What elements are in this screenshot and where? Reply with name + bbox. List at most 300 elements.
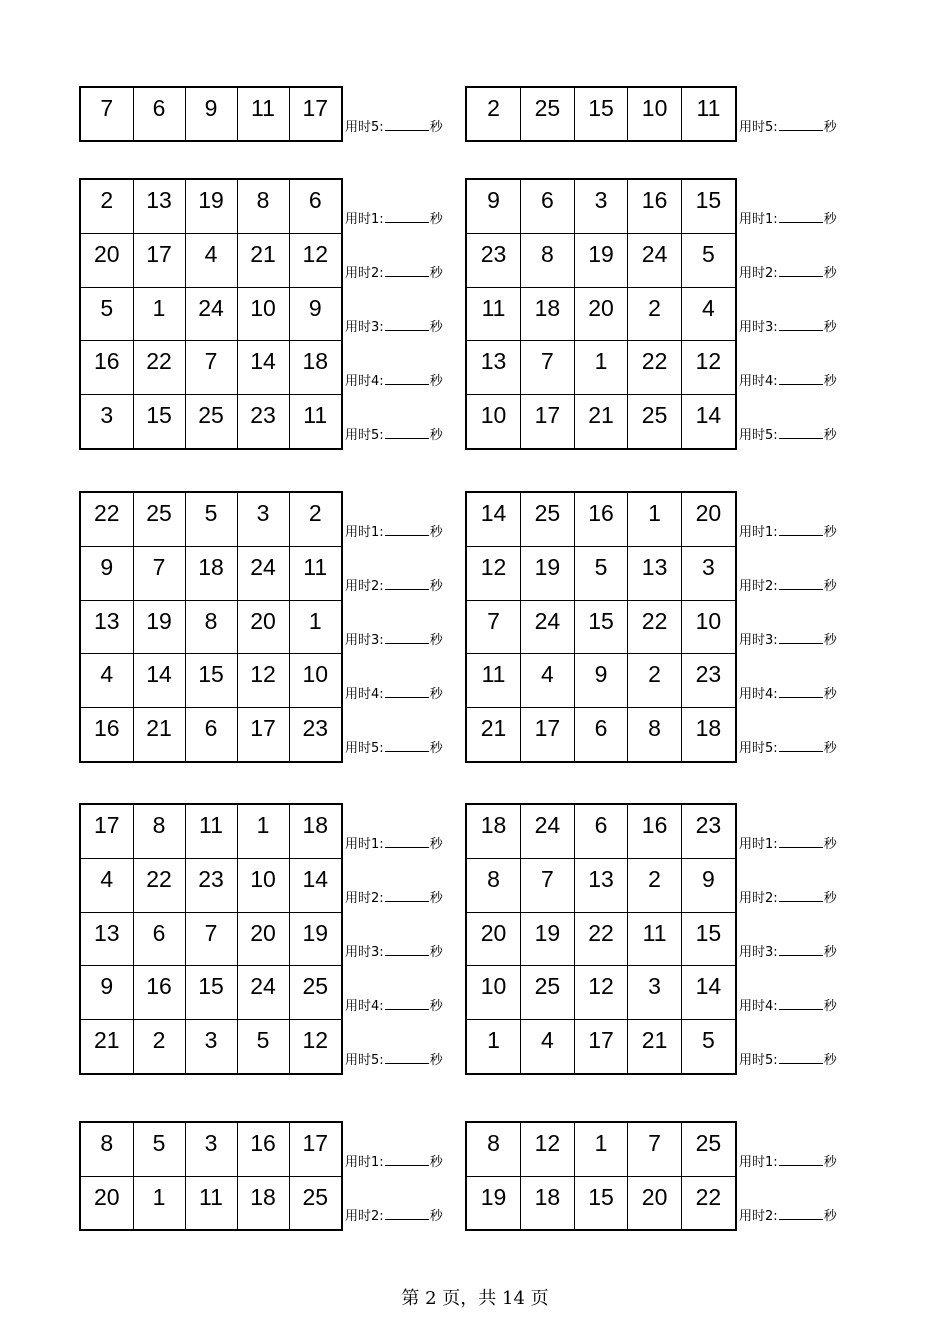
- grid-cell: 20: [237, 912, 289, 966]
- grid-cell: 16: [628, 180, 682, 233]
- seconds-unit: 秒: [429, 945, 443, 960]
- time-label: 用时: [739, 945, 766, 960]
- grid-cell: 4: [185, 233, 237, 287]
- time-separator: :: [379, 212, 384, 227]
- time-separator: :: [379, 120, 384, 135]
- grid-cell: 19: [521, 912, 575, 966]
- grid-cell: 24: [521, 600, 575, 654]
- time-record-field: [345, 631, 443, 649]
- grid-cell: 21: [237, 233, 289, 287]
- grid-cell: 9: [289, 287, 341, 341]
- seconds-unit: 秒: [429, 212, 443, 227]
- grid-cell: 12: [289, 233, 341, 287]
- time-record-field: [345, 577, 443, 595]
- grid-row: [467, 88, 735, 140]
- grid-row: [467, 1123, 735, 1176]
- time-record-field: [345, 1051, 443, 1069]
- grid-cell: 9: [81, 546, 133, 600]
- round-number: 3: [371, 633, 380, 648]
- grid-cell: 17: [521, 708, 575, 761]
- grid-cell: 21: [81, 1020, 133, 1073]
- seconds-unit: 秒: [823, 525, 837, 540]
- time-record-field: [345, 997, 443, 1015]
- grid-cell: 6: [574, 805, 628, 858]
- grid-cell: 10: [681, 600, 735, 654]
- grid-cell: 7: [185, 341, 237, 395]
- grid-cell: 7: [467, 600, 521, 654]
- grid-cell: 16: [81, 341, 133, 395]
- time-blank-line: [385, 426, 429, 439]
- time-separator: :: [379, 741, 384, 756]
- time-separator: :: [379, 579, 384, 594]
- grid-cell: 15: [133, 395, 185, 448]
- time-record-field: [739, 889, 837, 907]
- time-separator: :: [379, 999, 384, 1014]
- time-record-field: [739, 685, 837, 703]
- time-blank-line: [779, 685, 823, 698]
- grid-row: [467, 858, 735, 912]
- round-number: 4: [371, 687, 380, 702]
- grid-cell: 18: [521, 287, 575, 341]
- number-grid: [79, 178, 343, 450]
- time-record-field: [739, 997, 837, 1015]
- grid-cell: 23: [681, 805, 735, 858]
- time-label: 用时: [739, 837, 766, 852]
- time-label: 用时: [345, 999, 372, 1014]
- grid-cell: 16: [628, 805, 682, 858]
- seconds-unit: 秒: [823, 741, 837, 756]
- grid-cell: 8: [467, 1123, 521, 1176]
- grid-row: [467, 600, 735, 654]
- grid-row: [81, 912, 341, 966]
- grid-cell: 7: [81, 88, 133, 140]
- time-separator: :: [379, 1209, 384, 1224]
- time-record-field: [739, 1207, 837, 1225]
- time-separator: :: [773, 525, 778, 540]
- time-separator: :: [773, 633, 778, 648]
- time-blank-line: [779, 372, 823, 385]
- grid-cell: 6: [133, 912, 185, 966]
- time-blank-line: [385, 1207, 429, 1220]
- grid-cell: 24: [237, 546, 289, 600]
- time-blank-line: [385, 372, 429, 385]
- grid-cell: 25: [628, 395, 682, 448]
- grid-cell: 2: [81, 180, 133, 233]
- grid-cell: 8: [185, 600, 237, 654]
- time-record-field: [345, 264, 443, 282]
- grid-cell: 12: [237, 654, 289, 708]
- seconds-unit: 秒: [429, 374, 443, 389]
- grid-cell: 16: [237, 1123, 289, 1176]
- number-grid: [465, 86, 737, 142]
- seconds-unit: 秒: [429, 266, 443, 281]
- time-record-field: [739, 577, 837, 595]
- time-blank-line: [779, 1153, 823, 1166]
- grid-row: [81, 88, 341, 140]
- grid-row: [467, 966, 735, 1020]
- grid-cell: 4: [521, 1020, 575, 1073]
- grid-row: [467, 1020, 735, 1073]
- round-number: 3: [765, 945, 774, 960]
- grid-cell: 5: [237, 1020, 289, 1073]
- grid-row: [467, 233, 735, 287]
- seconds-unit: 秒: [429, 687, 443, 702]
- round-number: 5: [371, 428, 380, 443]
- grid-cell: 23: [681, 654, 735, 708]
- time-record-field: [345, 118, 443, 136]
- grid-cell: 11: [467, 654, 521, 708]
- grid-cell: 21: [574, 395, 628, 448]
- grid-cell: 12: [521, 1123, 575, 1176]
- grid-cell: 16: [574, 493, 628, 546]
- grid-cell: 17: [574, 1020, 628, 1073]
- time-separator: :: [773, 120, 778, 135]
- time-label: 用时: [739, 579, 766, 594]
- grid-cell: 11: [237, 88, 289, 140]
- round-number: 5: [765, 120, 774, 135]
- grid-cell: 1: [133, 1176, 185, 1229]
- grid-cell: 7: [185, 912, 237, 966]
- round-number: 1: [371, 212, 380, 227]
- seconds-unit: 秒: [823, 120, 837, 135]
- time-record-field: [739, 210, 837, 228]
- grid-cell: 9: [185, 88, 237, 140]
- time-label: 用时: [345, 579, 372, 594]
- grid-cell: 20: [467, 912, 521, 966]
- grid-row: [81, 233, 341, 287]
- grid-cell: 2: [628, 858, 682, 912]
- seconds-unit: 秒: [823, 837, 837, 852]
- time-blank-line: [779, 943, 823, 956]
- grid-cell: 22: [681, 1176, 735, 1229]
- grid-cell: 22: [133, 341, 185, 395]
- round-number: 3: [371, 945, 380, 960]
- grid-cell: 10: [237, 287, 289, 341]
- seconds-unit: 秒: [823, 266, 837, 281]
- seconds-unit: 秒: [823, 891, 837, 906]
- number-grid: [79, 1121, 343, 1231]
- grid-cell: 12: [467, 546, 521, 600]
- grid-cell: 14: [133, 654, 185, 708]
- round-number: 2: [371, 579, 380, 594]
- time-blank-line: [779, 631, 823, 644]
- time-record-field: [345, 426, 443, 444]
- grid-cell: 1: [133, 287, 185, 341]
- grid-cell: 23: [237, 395, 289, 448]
- grid-cell: 13: [628, 546, 682, 600]
- time-blank-line: [779, 577, 823, 590]
- time-record-field: [345, 685, 443, 703]
- time-separator: :: [379, 428, 384, 443]
- grid-cell: 9: [681, 858, 735, 912]
- grid-cell: 18: [681, 708, 735, 761]
- time-separator: :: [773, 579, 778, 594]
- time-separator: :: [773, 212, 778, 227]
- seconds-unit: 秒: [823, 1053, 837, 1068]
- time-label: 用时: [345, 374, 372, 389]
- grid-cell: 17: [237, 708, 289, 761]
- time-separator: :: [379, 1053, 384, 1068]
- seconds-unit: 秒: [429, 1155, 443, 1170]
- page-footer: 第 2 页，共 14 页: [401, 1288, 549, 1309]
- round-number: 5: [765, 741, 774, 756]
- grid-cell: 13: [574, 858, 628, 912]
- grid-cell: 14: [289, 858, 341, 912]
- seconds-unit: 秒: [429, 428, 443, 443]
- round-number: 3: [371, 320, 380, 335]
- grid-cell: 15: [574, 1176, 628, 1229]
- grid-cell: 15: [681, 180, 735, 233]
- seconds-unit: 秒: [823, 212, 837, 227]
- time-blank-line: [385, 835, 429, 848]
- time-separator: :: [773, 891, 778, 906]
- time-separator: :: [379, 945, 384, 960]
- time-label: 用时: [739, 212, 766, 227]
- round-number: 4: [765, 687, 774, 702]
- time-record-field: [739, 739, 837, 757]
- time-separator: :: [773, 428, 778, 443]
- grid-cell: 25: [133, 493, 185, 546]
- time-label: 用时: [345, 320, 372, 335]
- number-grid: [465, 1121, 737, 1231]
- grid-row: [467, 805, 735, 858]
- grid-cell: 11: [185, 1176, 237, 1229]
- round-number: 2: [371, 266, 380, 281]
- time-separator: :: [379, 891, 384, 906]
- time-blank-line: [779, 118, 823, 131]
- time-record-field: [739, 835, 837, 853]
- grid-cell: 7: [521, 341, 575, 395]
- time-separator: :: [773, 1209, 778, 1224]
- seconds-unit: 秒: [823, 1155, 837, 1170]
- time-record-field: [739, 372, 837, 390]
- grid-cell: 22: [574, 912, 628, 966]
- grid-row: [81, 708, 341, 761]
- grid-cell: 1: [467, 1020, 521, 1073]
- grid-cell: 3: [185, 1123, 237, 1176]
- seconds-unit: 秒: [429, 633, 443, 648]
- grid-cell: 5: [185, 493, 237, 546]
- grid-cell: 11: [289, 395, 341, 448]
- grid-cell: 1: [237, 805, 289, 858]
- time-label: 用时: [345, 1053, 372, 1068]
- seconds-unit: 秒: [823, 945, 837, 960]
- grid-cell: 19: [185, 180, 237, 233]
- time-blank-line: [779, 889, 823, 902]
- grid-row: [81, 966, 341, 1020]
- grid-cell: 12: [289, 1020, 341, 1073]
- grid-cell: 2: [628, 654, 682, 708]
- round-number: 4: [371, 999, 380, 1014]
- grid-cell: 1: [574, 1123, 628, 1176]
- grid-cell: 15: [185, 654, 237, 708]
- grid-cell: 19: [467, 1176, 521, 1229]
- grid-cell: 18: [289, 341, 341, 395]
- time-separator: :: [379, 633, 384, 648]
- grid-cell: 20: [81, 233, 133, 287]
- time-record-field: [345, 318, 443, 336]
- grid-row: [467, 287, 735, 341]
- grid-cell: 25: [521, 88, 575, 140]
- grid-row: [467, 1176, 735, 1229]
- round-number: 4: [765, 374, 774, 389]
- grid-cell: 18: [521, 1176, 575, 1229]
- grid-cell: 20: [628, 1176, 682, 1229]
- seconds-unit: 秒: [823, 1209, 837, 1224]
- grid-cell: 8: [81, 1123, 133, 1176]
- seconds-unit: 秒: [429, 320, 443, 335]
- grid-row: [467, 708, 735, 761]
- grid-cell: 5: [681, 1020, 735, 1073]
- time-blank-line: [385, 889, 429, 902]
- grid-cell: 25: [185, 395, 237, 448]
- grid-cell: 7: [133, 546, 185, 600]
- time-blank-line: [385, 1153, 429, 1166]
- grid-cell: 25: [521, 966, 575, 1020]
- grid-cell: 23: [289, 708, 341, 761]
- time-label: 用时: [345, 633, 372, 648]
- seconds-unit: 秒: [823, 687, 837, 702]
- grid-cell: 24: [237, 966, 289, 1020]
- grid-cell: 14: [467, 493, 521, 546]
- time-record-field: [345, 835, 443, 853]
- grid-cell: 3: [681, 546, 735, 600]
- seconds-unit: 秒: [429, 1209, 443, 1224]
- seconds-unit: 秒: [823, 320, 837, 335]
- time-separator: :: [773, 1155, 778, 1170]
- grid-row: [81, 546, 341, 600]
- grid-cell: 24: [185, 287, 237, 341]
- grid-cell: 3: [185, 1020, 237, 1073]
- grid-cell: 20: [81, 1176, 133, 1229]
- time-record-field: [739, 1051, 837, 1069]
- time-separator: :: [379, 1155, 384, 1170]
- time-blank-line: [385, 577, 429, 590]
- grid-row: [81, 287, 341, 341]
- time-blank-line: [385, 318, 429, 331]
- grid-row: [81, 395, 341, 448]
- time-blank-line: [385, 1051, 429, 1064]
- time-record-field: [345, 210, 443, 228]
- time-label: 用时: [739, 320, 766, 335]
- grid-cell: 17: [289, 1123, 341, 1176]
- grid-cell: 8: [237, 180, 289, 233]
- grid-cell: 9: [467, 180, 521, 233]
- grid-cell: 13: [81, 912, 133, 966]
- time-blank-line: [385, 685, 429, 698]
- grid-row: [467, 180, 735, 233]
- grid-cell: 16: [133, 966, 185, 1020]
- grid-row: [81, 1020, 341, 1073]
- time-record-field: [739, 523, 837, 541]
- grid-cell: 11: [628, 912, 682, 966]
- grid-row: [81, 654, 341, 708]
- time-label: 用时: [345, 1209, 372, 1224]
- grid-cell: 6: [574, 708, 628, 761]
- time-blank-line: [779, 1207, 823, 1220]
- grid-cell: 18: [467, 805, 521, 858]
- seconds-unit: 秒: [823, 428, 837, 443]
- round-number: 2: [371, 1209, 380, 1224]
- time-record-field: [739, 318, 837, 336]
- round-number: 4: [765, 999, 774, 1014]
- time-blank-line: [779, 523, 823, 536]
- round-number: 1: [371, 837, 380, 852]
- time-blank-line: [385, 264, 429, 277]
- round-number: 5: [371, 120, 380, 135]
- grid-cell: 21: [467, 708, 521, 761]
- round-number: 1: [765, 212, 774, 227]
- grid-cell: 15: [185, 966, 237, 1020]
- round-number: 2: [765, 891, 774, 906]
- time-blank-line: [385, 943, 429, 956]
- time-separator: :: [773, 1053, 778, 1068]
- grid-cell: 17: [81, 805, 133, 858]
- grid-cell: 2: [467, 88, 521, 140]
- grid-row: [467, 654, 735, 708]
- grid-cell: 14: [681, 395, 735, 448]
- time-record-field: [345, 1153, 443, 1171]
- grid-cell: 11: [185, 805, 237, 858]
- time-separator: :: [773, 320, 778, 335]
- seconds-unit: 秒: [823, 374, 837, 389]
- time-label: 用时: [345, 428, 372, 443]
- time-record-field: [345, 1207, 443, 1225]
- round-number: 1: [765, 837, 774, 852]
- time-label: 用时: [739, 428, 766, 443]
- grid-row: [81, 180, 341, 233]
- seconds-unit: 秒: [429, 891, 443, 906]
- time-separator: :: [379, 687, 384, 702]
- time-blank-line: [779, 210, 823, 223]
- time-separator: :: [773, 687, 778, 702]
- grid-cell: 2: [133, 1020, 185, 1073]
- grid-cell: 25: [681, 1123, 735, 1176]
- grid-cell: 5: [574, 546, 628, 600]
- grid-cell: 17: [521, 395, 575, 448]
- round-number: 5: [765, 1053, 774, 1068]
- round-number: 1: [371, 525, 380, 540]
- time-blank-line: [385, 997, 429, 1010]
- time-label: 用时: [345, 741, 372, 756]
- grid-cell: 8: [628, 708, 682, 761]
- grid-cell: 6: [521, 180, 575, 233]
- round-number: 5: [371, 1053, 380, 1068]
- grid-cell: 10: [237, 858, 289, 912]
- grid-cell: 24: [628, 233, 682, 287]
- grid-cell: 15: [681, 912, 735, 966]
- time-label: 用时: [739, 999, 766, 1014]
- time-label: 用时: [345, 945, 372, 960]
- time-label: 用时: [345, 212, 372, 227]
- grid-cell: 1: [289, 600, 341, 654]
- time-record-field: [739, 426, 837, 444]
- time-blank-line: [779, 1051, 823, 1064]
- seconds-unit: 秒: [429, 120, 443, 135]
- grid-cell: 8: [133, 805, 185, 858]
- time-label: 用时: [345, 1155, 372, 1170]
- grid-cell: 7: [521, 858, 575, 912]
- time-blank-line: [779, 318, 823, 331]
- grid-cell: 22: [133, 858, 185, 912]
- grid-cell: 3: [81, 395, 133, 448]
- time-label: 用时: [739, 525, 766, 540]
- time-separator: :: [379, 266, 384, 281]
- time-record-field: [345, 523, 443, 541]
- time-separator: :: [773, 945, 778, 960]
- grid-cell: 20: [574, 287, 628, 341]
- grid-cell: 3: [237, 493, 289, 546]
